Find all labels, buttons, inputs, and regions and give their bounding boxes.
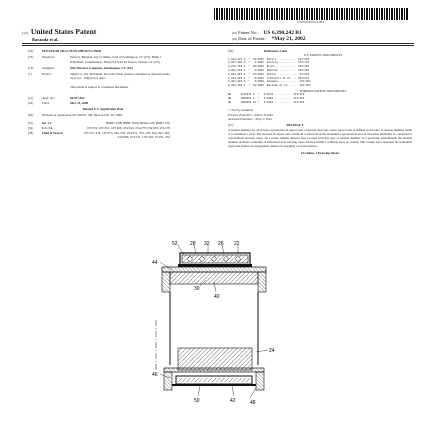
references-title: References Cited [264, 49, 288, 53]
numeral-28: 28 [190, 241, 196, 247]
patent-no-label: Patent No.: [238, 30, 259, 35]
appl-no-value: 09/577,302 [70, 96, 85, 101]
numeral-48: 48 [250, 400, 256, 406]
flange-side-right [258, 272, 266, 292]
primary-examiner: Primary Examiner—Eileen D Lillis [228, 112, 274, 117]
assignee-text: Otis Elevator Company, Farmington, CT (US) [70, 65, 133, 70]
reference-entry: 3,279,762 A * 10/1966 Bruns ............. 254/294 [228, 65, 309, 69]
date-label: Date of Patent: [238, 36, 266, 41]
lower-rope-core [178, 378, 250, 382]
date-tag: (45) [232, 37, 237, 41]
inventors-text: Pedro S. Baranda, Ary O. Mello, both of Farmington, CT (US); Hugh J. O'Donnell, Longmeadow, MA (US); Karl M. Prewo, Vernon, CT (US) [70, 55, 162, 64]
lower-side-left [164, 372, 172, 390]
field-of-search-value: 187/251, 254, 187/255, 264, 266; 254/371, 333, 278, 294, 292, 393, 242/600; 474/131, 178; 902, 57/231, 232 [83, 131, 170, 140]
right-column [228, 49, 412, 156]
int-cl-value: B66B 11/08; B66B 15/04; B66D 1/26; B66D 1/30 [105, 120, 170, 125]
field-62 [28, 113, 208, 117]
claims-count: 14 Claims, 3 Drawing Sheets [300, 151, 340, 156]
field-51 [28, 121, 208, 125]
notice-text: Subject to any disclaimer, the term of this patent is extended or adjusted under 35 U.S.C. 154(b) by 0 days. [70, 72, 170, 81]
reference-entry: 4,624,097 A * 11/1986 Wilcox ............. 57/232 [228, 72, 309, 76]
field-52 [28, 126, 208, 130]
field-tag: (22) [28, 100, 34, 105]
foreign-docs-list [228, 93, 412, 104]
field-tag: (57) [228, 122, 234, 127]
cord-strand [212, 257, 216, 261]
reference-entry: SU 1801863 A1 * 3/1993 ........... 187/254 [228, 100, 305, 104]
cord-strand [236, 257, 240, 261]
header-rule-thin [22, 45, 414, 46]
field-57 [228, 123, 412, 127]
reference-entry: 2,037,189 A * 4/1936 Geering ........... 474/178 [228, 61, 309, 65]
field-54 [28, 49, 208, 53]
numeral-32: 32 [204, 241, 210, 247]
field-tag: (73) [28, 65, 34, 70]
us-docs-title: U.S. PATENT DOCUMENTS [303, 53, 343, 58]
inventor-short: Baranda et al. [32, 37, 59, 42]
numeral-50: 50 [194, 398, 200, 404]
filed-label: Filed: [42, 100, 50, 105]
rope-coating-layer [178, 264, 252, 267]
header-rule [22, 43, 414, 44]
barcode [214, 8, 408, 20]
field-of-search-label: Field of Search [42, 131, 63, 136]
flange-plate [162, 267, 266, 272]
field-tag: (21) [28, 96, 34, 101]
reference-entry: 4,202,531 A * 5/1980 Hamrick ........... 254/333 [228, 68, 309, 72]
lower-coating [172, 384, 256, 386]
abstract-text: A tension member for an elevator system has an aspect ratio of greater than one, where aspect ratio is defined as the ratio of tension member width w to thickness t (w/t). The increase in aspect ratio results in a reduction in the maximum rope pressure and an increased flexibility as compared to conventional elevator ropes. As a result, smaller sheaves may be used with this type of tension member. In a particular embodiment, the tension member includes a plurality of individual load carrying ropes encased within a common layer of coating. The coating layer separates the individual ropes and defines an engagement surface for engaging a traction sheave. [228, 127, 412, 149]
cord-strand [224, 257, 228, 261]
int-cl-label: Int. Cl. [42, 120, 52, 125]
numeral-44: 44 [152, 260, 158, 266]
reference-entry: GB 2127948 A * 4/1984 ........... 474/178 [228, 93, 305, 97]
related-data-title: Related U.S. Application Data [82, 106, 124, 111]
filed-value: May 24, 2000 [70, 100, 89, 105]
us-cl-value: 187/254; 187/251; 187/266; 254/294; 254/278; 254/333; 474/178 [86, 125, 170, 130]
reference-entry: GB 1566651 A * 5/1980 ........... 474/862 [228, 97, 305, 101]
field-tag: (58) [28, 131, 34, 136]
field-22 [28, 101, 208, 105]
inventors-label: Inventors: [42, 55, 55, 60]
field-tag: (54) [28, 49, 34, 53]
flange-side-left [162, 272, 170, 292]
numeral-24: 24 [269, 348, 275, 354]
reference-entry: 5,881,843 A * 3/1999 Goswami ............ 187/254 [228, 80, 311, 84]
notice-body [70, 72, 170, 89]
patent-date-row [232, 36, 306, 42]
cord-strand [188, 257, 192, 261]
left-column [28, 49, 208, 140]
assignee-label: Assignee: [42, 65, 55, 70]
lower-flange [164, 368, 264, 372]
field-75 [28, 55, 208, 64]
field-tag: (51) [28, 120, 34, 125]
cited-by-examiner: * cited by examiner [228, 107, 254, 112]
numeral-52: 52 [172, 241, 178, 247]
patent-number-block [232, 30, 306, 42]
patent-no-value: US 6,390,242 B1 [263, 30, 302, 36]
field-notice [28, 72, 208, 89]
field-tag: (52) [28, 125, 34, 130]
title-text: United States Patent [30, 27, 97, 36]
patent-no-tag: (10) [232, 31, 237, 35]
field-tag: (56) [228, 49, 234, 53]
field-tag: (62) [28, 113, 34, 118]
assistant-examiner: Assistant Examiner—Thuy V. Tran [228, 117, 272, 122]
notice-text2: This patent is subject to a terminal disclaimer. [70, 85, 129, 90]
numeral-30: 30 [194, 286, 200, 292]
rope-assembly-bottom [164, 368, 264, 390]
numeral-22: 22 [234, 241, 240, 247]
notice-label: Notice: [42, 72, 52, 77]
sheave-body [156, 292, 258, 370]
lower-side-right [256, 372, 264, 390]
barcode-number: US006390242B1 [297, 20, 325, 24]
appl-no-label: Appl. No.: [42, 96, 56, 101]
numeral-42: 42 [230, 398, 236, 404]
date-value: *May 21, 2002 [271, 36, 306, 42]
invention-title: ELEVATOR TRACTION SHEAVE LINER [42, 49, 102, 53]
sheave-upper-flange [162, 267, 266, 292]
patent-figure [150, 240, 290, 430]
patent-title [22, 27, 96, 36]
us-docs-list [228, 58, 412, 88]
numeral-46: 46 [152, 372, 158, 378]
numeral-26: 26 [218, 241, 224, 247]
field-73 [28, 66, 208, 70]
numeral-40: 40 [214, 294, 220, 300]
division-text: Division of application No. 09/031,108, filed on Feb. 26, 1998. [42, 113, 123, 118]
cord-strand [200, 257, 204, 261]
field-tag: (*) [28, 72, 32, 77]
foreign-docs-title: FOREIGN PATENT DOCUMENTS [299, 88, 347, 93]
field-58 [28, 131, 208, 140]
reference-entry: 5,112,933 A * 5/1992 O'Donnell et al. .. 254/371 [228, 76, 309, 80]
field-tag: (75) [28, 55, 34, 60]
rope-assembly-top [178, 253, 252, 267]
us-cl-label: U.S. Cl. [42, 125, 53, 130]
sheave-hub [178, 348, 252, 370]
country-tag: (12) [22, 31, 28, 35]
abstract-title: ABSTRACT [286, 122, 304, 127]
reference-entry: 6,138,799 A * 10/2000 Baranda et al. ..... 187/254 [228, 84, 311, 88]
reference-entry: 1,164,115 A * 12/1915 Peters ............ 187/254 [228, 57, 309, 61]
